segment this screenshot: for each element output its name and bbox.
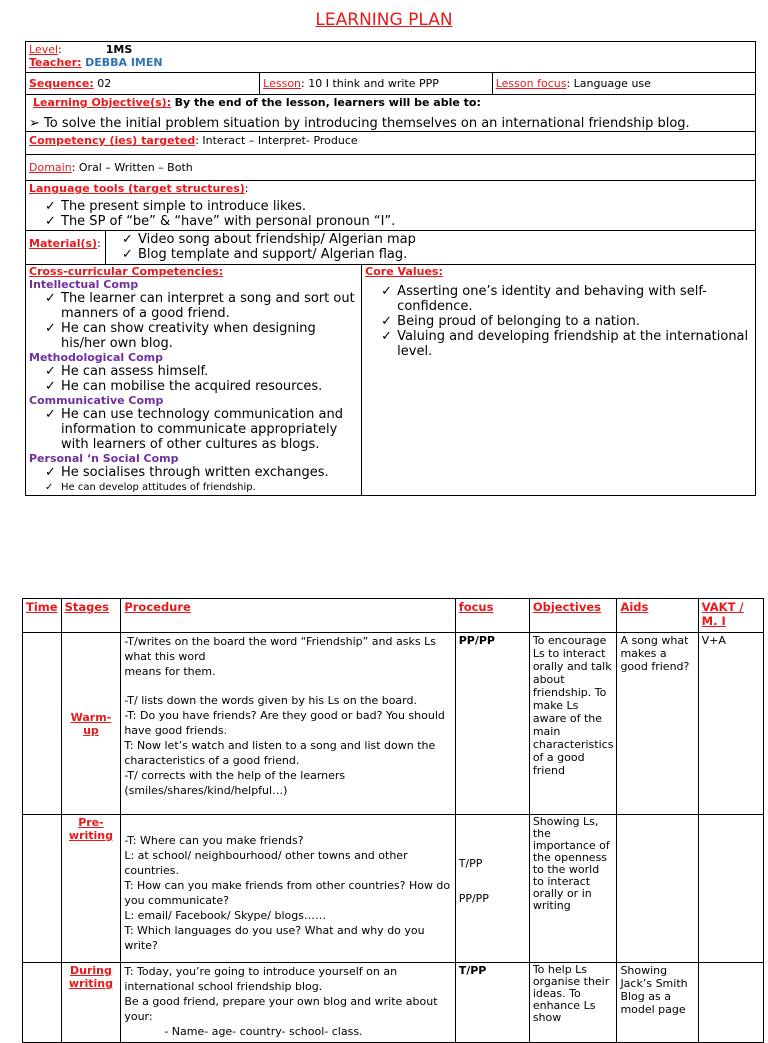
list-item: ✓ He can develop attitudes of friendship. bbox=[45, 482, 256, 493]
materials-label: Material(s) bbox=[29, 237, 98, 250]
focus-cell: PP/PP bbox=[455, 633, 529, 815]
focus-cell: PP/PP bbox=[458, 892, 489, 905]
personal-label: Personal ‘n Social Comp bbox=[29, 452, 179, 465]
language-tools-list bbox=[29, 199, 752, 229]
list-item: ✓ He can use technology communication and information to communicate appropriately with learners of other cultures as blogs. bbox=[45, 407, 343, 452]
check-icon: ✓ bbox=[381, 284, 393, 299]
focus-value: Language use bbox=[573, 77, 651, 90]
check-icon: ✓ bbox=[122, 247, 133, 262]
column-header: focus bbox=[455, 599, 529, 633]
domain-label: Domain bbox=[29, 161, 72, 174]
check-icon: ✓ bbox=[45, 291, 56, 306]
check-icon: ✓ bbox=[381, 329, 393, 344]
methodological-list bbox=[29, 364, 358, 394]
intellectual-label: Intellectual Comp bbox=[29, 278, 139, 291]
list-item: ✓ The present simple to introduce likes. bbox=[45, 199, 307, 214]
table-row: Pre-writing -T: Where can you make friends? L: at school/ neighbourhood/ other towns and other countries. T: How can you make friends from other countries? How do you communicate? L: email/ Facebook/ Skype/ blogs…… T: Which languages do you use? What and why do you write? T/PP PP/PP Showing Ls, the importance of the openness to the world to interact orally or in writing bbox=[23, 815, 764, 963]
check-icon: ✓ bbox=[122, 232, 133, 247]
sequence-value: 02 bbox=[97, 77, 112, 90]
column-header: VAKT / M. I bbox=[698, 599, 763, 633]
table-row: During writing T: Today, you’re going to introduce yourself on an international school friendship blog. Be a good friend, prepare your own blog and write about your: - Name- age- country- school- class. T/PP To help Ls organise their ideas. To enhance Ls show Showing Jack’s Smith Blog as a model page bbox=[23, 963, 764, 1043]
methodological-label: Methodological Comp bbox=[29, 351, 163, 364]
focus-cell: T/PP bbox=[458, 857, 483, 870]
list-item: ✓ The SP of “be” & “have” with personal pronoun “I”. bbox=[45, 214, 396, 229]
sequence-label: Sequence: bbox=[29, 77, 94, 90]
focus-label: Lesson focus bbox=[495, 77, 567, 90]
arrow-icon: ➢ bbox=[29, 116, 45, 131]
check-icon: ✓ bbox=[45, 407, 56, 422]
objective-text: To solve the initial problem situation by introducing themselves on an international friendship blog. bbox=[44, 116, 690, 131]
core-values-label: Core Values: bbox=[365, 265, 443, 278]
list-item: ✓ The learner can interpret a song and sort out manners of a good friend. bbox=[45, 291, 355, 321]
stage-label: Pre-writing bbox=[61, 815, 121, 963]
check-icon: ✓ bbox=[381, 314, 393, 329]
stage-label: Warm-up bbox=[61, 633, 121, 815]
check-icon: ✓ bbox=[45, 364, 56, 379]
teacher-value: DEBBA IMEN bbox=[85, 56, 163, 69]
check-icon: ✓ bbox=[45, 379, 56, 394]
column-header: Objectives bbox=[529, 599, 617, 633]
language-tools-label: Language tools (target structures) bbox=[29, 182, 245, 195]
personal-list bbox=[29, 465, 358, 495]
objective-label: Learning Objective(s): bbox=[33, 96, 172, 109]
list-item: ✓ He can assess himself. bbox=[45, 364, 209, 379]
procedure-table bbox=[22, 598, 764, 1043]
vakt-cell bbox=[698, 815, 763, 963]
check-icon: ✓ bbox=[45, 214, 56, 229]
list-item: ✓ Valuing and developing friendship at the international level. bbox=[381, 329, 749, 359]
competency-label: Competency (ies) targeted bbox=[29, 134, 196, 147]
list-item: ✓ Being proud of belonging to a nation. bbox=[381, 314, 640, 329]
teacher-label: Teacher: bbox=[29, 56, 82, 69]
list-item: ✓ Asserting one’s identity and behaving with self-confidence. bbox=[381, 284, 707, 314]
level-value: 1MS bbox=[105, 43, 133, 56]
objectives-cell: To help Ls organise their ideas. To enhance Ls show bbox=[529, 963, 617, 1043]
list-item: ✓ He socialises through written exchanges. bbox=[45, 465, 329, 480]
aids-cell bbox=[617, 815, 698, 963]
lesson-value: 10 I think and write PPP bbox=[308, 77, 439, 90]
list-item: ✓ Blog template and support/ Algerian flag. bbox=[122, 247, 408, 262]
check-icon: ✓ bbox=[45, 321, 56, 336]
competency-value: Interact – Interpret- Produce bbox=[202, 134, 358, 147]
check-icon: ✓ bbox=[45, 465, 56, 480]
column-header: Stages bbox=[61, 599, 121, 633]
lesson-plan-header-table: Level: 1MS Teacher: DEBBA IMEN Sequence: 02 Lesson: 10 I think and write PPP Lesson focus: Language use Learning Objective(s): By the end of the lesson, learners will be able to: ➢ To solve the initial problem situation by introducing themselves on an international friendship blog. Competency (ies) targeted: Interact – Interpret- Produce Domain: Oral – Written – Both Language tools (target structures): ✓ The present simple to introduce likes. ✓ The SP of “be” & “have” with personal pronoun “I”. Material(s): ✓ Video song about friendship/ Algerian map ✓ Blog template and support/ Algerian flag. Cross-curricular Competencies: Intellectual Comp ✓ The learner can interpret a song and sort out manners of a good friend. ✓ He can show creativity when designing his/her own blog. Methodological Comp ✓ He can assess himself. ✓ He can mobilise the acquired resources. Communicative Comp ✓ He can use technology communication and information to communicate appropriately with learners of other cultures as blogs. Personal ‘n Social Comp ✓ He socialises through written exchanges. ✓ He can develop attitudes of friendship. Core Values: ✓ Asserting one’s identity and behaving with self-confidence. ✓ Being proud of belonging to a nation. ✓ Valuing and developing friendship at the international level. bbox=[25, 41, 756, 496]
materials-list bbox=[106, 232, 755, 264]
communicative-list bbox=[29, 407, 358, 452]
list-item: ✓ He can mobilise the acquired resources. bbox=[45, 379, 323, 394]
list-item: ✓ Video song about friendship/ Algerian map bbox=[122, 232, 416, 247]
aids-cell: A song what makes a good friend? bbox=[617, 633, 698, 815]
column-header: Aids bbox=[617, 599, 698, 633]
objectives-cell: To encourage Ls to interact orally and talk about friendship. To make Ls aware of the main characteristics of a good friend bbox=[529, 633, 617, 815]
cross-curricular-label: Cross-curricular Competencies: bbox=[29, 265, 224, 278]
column-header: Time bbox=[23, 599, 62, 633]
table-row: Warm-up -T/writes on the board the word “Friendship” and asks Ls what this word means for them. -T/ lists down the words given by his Ls on the board. -T: Do you have friends? Are they good or bad? You should have good friends. T: Now let’s watch and listen to a song and list down the characteristics of a good friend. -T/ corrects with the help of the learners (smiles/shares/kind/helpful…) PP/PP To encourage Ls to interact orally and talk about friendship. To make Ls aware of the main characteristics of a good friend A song what makes a good friend? V+A bbox=[23, 633, 764, 815]
column-header: Procedure bbox=[121, 599, 455, 633]
check-icon: ✓ bbox=[45, 199, 56, 214]
list-item: ✓ He can show creativity when designing his/her own blog. bbox=[45, 321, 316, 351]
lesson-label: Lesson bbox=[263, 77, 302, 90]
intellectual-list bbox=[29, 291, 358, 351]
page-title: LEARNING PLAN bbox=[315, 10, 453, 30]
aids-cell: Showing Jack’s Smith Blog as a model page bbox=[617, 963, 698, 1043]
stage-label: During writing bbox=[61, 963, 121, 1043]
communicative-label: Communicative Comp bbox=[29, 394, 164, 407]
objectives-cell: Showing Ls, the importance of the openness to the world to interact orally or in writing bbox=[529, 815, 617, 963]
vakt-cell bbox=[698, 963, 763, 1043]
level-label: Level bbox=[29, 43, 59, 56]
domain-value: Oral – Written – Both bbox=[78, 161, 193, 174]
focus-cell: T/PP bbox=[455, 963, 529, 1043]
vakt-cell: V+A bbox=[698, 633, 763, 815]
objective-intro: By the end of the lesson, learners will be able to: bbox=[174, 96, 481, 109]
core-values-list bbox=[365, 284, 752, 359]
check-icon: ✓ bbox=[45, 482, 54, 493]
